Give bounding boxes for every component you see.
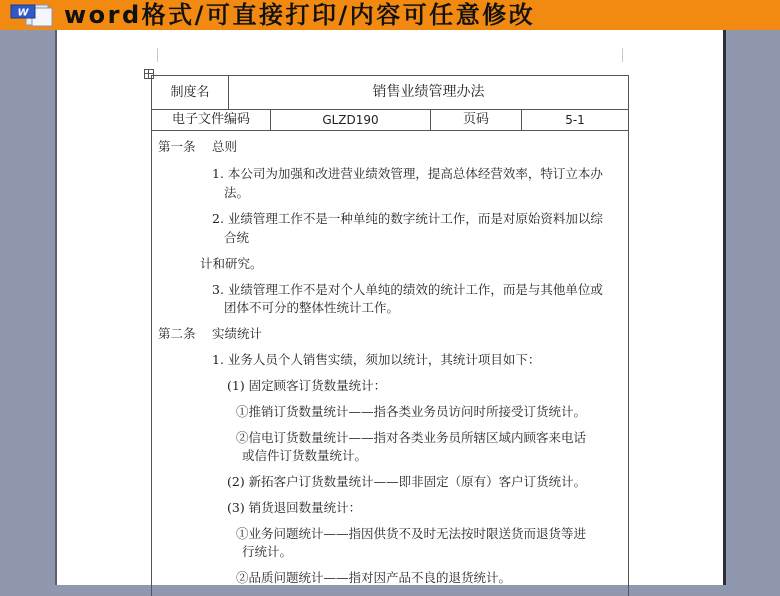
paragraph: 或信件订货数量统计。 bbox=[242, 448, 368, 463]
paragraph: (1) 固定顾客订货数量统计： bbox=[227, 378, 387, 393]
promo-banner bbox=[0, 0, 780, 30]
paragraph: ②品质问题统计——指对因产品不良的退货统计。 bbox=[236, 570, 512, 585]
document-page[interactable] bbox=[57, 30, 723, 585]
paragraph: 团体不可分的整体性统计工作。 bbox=[224, 300, 400, 315]
paragraph: 计和研究。 bbox=[200, 256, 263, 271]
paragraph: 1. 本公司为加强和改进营业绩效管理，提高总体经营效率，特订立本办 bbox=[212, 166, 603, 181]
svg-text:W: W bbox=[17, 7, 29, 19]
policy-name-value[interactable]: 销售业绩管理办法 bbox=[372, 84, 485, 100]
paragraph: ①业务问题统计——指因供货不及时无法按时限送货而退货等进 bbox=[236, 526, 587, 541]
paragraph: (2) 新拓客户订货数量统计——即非固定（原有）客户订货统计。 bbox=[227, 474, 587, 489]
paragraph: 行统计。 bbox=[242, 544, 293, 559]
margin-marker-left bbox=[157, 48, 158, 62]
document-table bbox=[151, 75, 629, 596]
paragraph: 1. 业务人员个人销售实绩，须加以统计，其统计项目如下： bbox=[212, 352, 541, 367]
paragraph: (3) 销货退回数量统计： bbox=[227, 500, 362, 515]
page-number-label: 页码 bbox=[431, 110, 522, 130]
banner-title: word格式/可直接打印/内容可任意修改 bbox=[64, 1, 536, 29]
workspace-right bbox=[723, 30, 780, 585]
workspace-left bbox=[0, 30, 57, 585]
article-2-number: 第二条 bbox=[158, 326, 196, 341]
article-1-number: 第一条 bbox=[158, 139, 196, 154]
page-number-value[interactable]: 5-1 bbox=[565, 113, 585, 127]
table-row-title bbox=[152, 76, 628, 110]
paragraph: ②信电订货数量统计——指对各类业务员所辖区域内顾客来电话 bbox=[236, 430, 587, 445]
word-document-icon bbox=[10, 3, 56, 27]
file-code-label: 电子文件编码 bbox=[152, 110, 271, 130]
paragraph: 合统 bbox=[224, 230, 250, 245]
paragraph: 3. 业绩管理工作不是对个人单纯的绩效的统计工作，而是与其他单位或 bbox=[212, 282, 603, 297]
margin-marker-right bbox=[622, 48, 623, 62]
paragraph: 2. 业绩管理工作不是一种单纯的数字统计工作，而是对原始资料加以综 bbox=[212, 211, 603, 226]
file-code-value[interactable]: GLZD190 bbox=[271, 110, 431, 130]
article-1-title: 总则 bbox=[212, 139, 238, 154]
paragraph: 法。 bbox=[224, 185, 250, 200]
paragraph: ①推销订货数量统计——指各类业务员访问时所接受订货统计。 bbox=[236, 404, 587, 419]
policy-name-label: 制度名 bbox=[152, 76, 229, 109]
article-2-title: 实绩统计 bbox=[212, 326, 263, 341]
table-row-meta bbox=[152, 110, 628, 131]
